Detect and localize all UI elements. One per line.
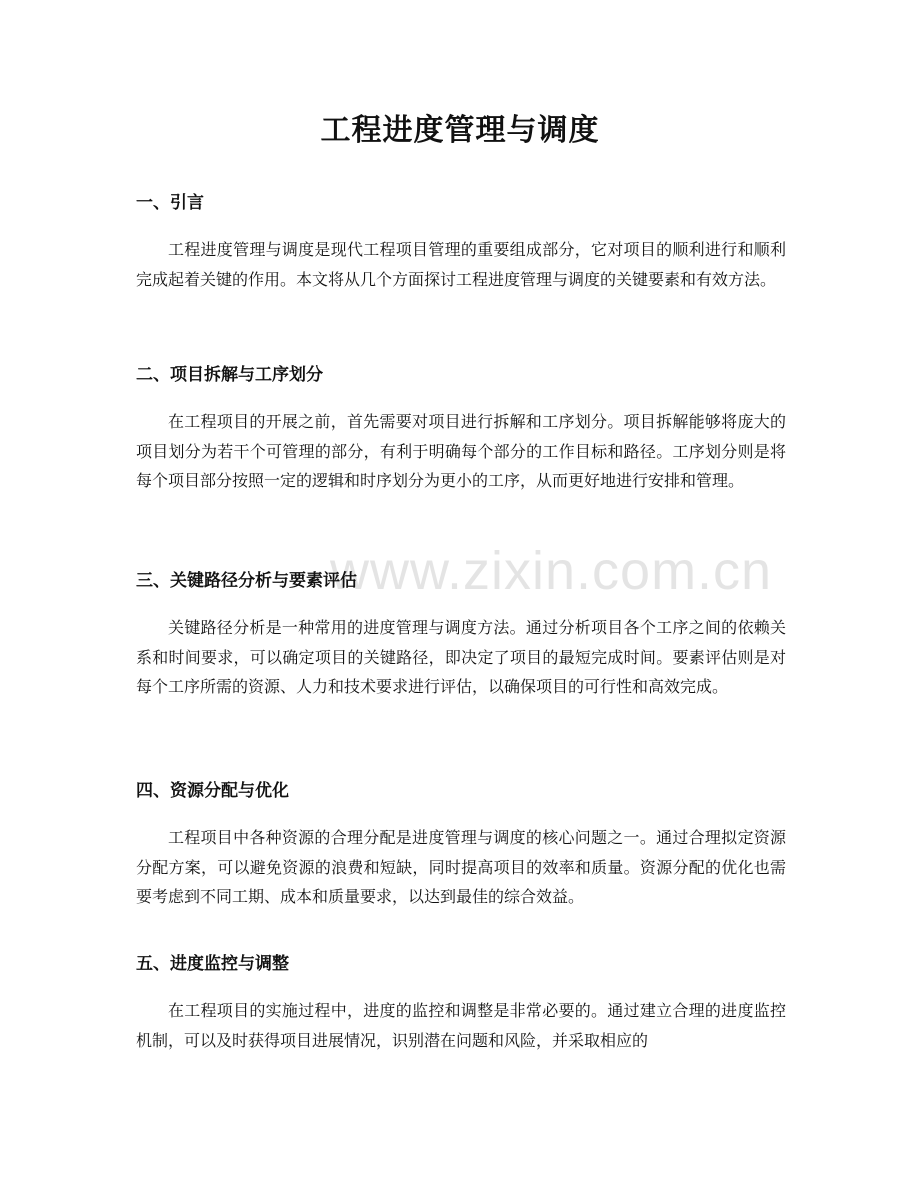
section-heading: 五、进度监控与调整 xyxy=(136,954,289,974)
section-heading: 一、引言 xyxy=(136,193,204,213)
section-resource-allocation xyxy=(136,777,786,912)
section-heading: 二、项目拆解与工序划分 xyxy=(136,365,323,385)
page-title: 工程进度管理与调度 xyxy=(320,113,600,148)
section-project-breakdown xyxy=(136,361,786,496)
section-heading: 四、资源分配与优化 xyxy=(136,781,289,801)
section-heading: 三、关键路径分析与要素评估 xyxy=(136,571,357,591)
section-progress-monitoring xyxy=(136,950,786,1055)
section-introduction xyxy=(136,189,786,294)
section-critical-path xyxy=(136,567,786,702)
section-paragraph: 在工程项目的实施过程中，进度的监控和调整是非常必要的。通过建立合理的进度监控机制，可以及时获得项目进展情况，识别潜在问题和风险，并采取相应的 xyxy=(136,1001,786,1050)
section-paragraph: 工程进度管理与调度是现代工程项目管理的重要组成部分，它对项目的顺利进行和顺利完成起着关键的作用。本文将从几个方面探讨工程进度管理与调度的关键要素和有效方法。 xyxy=(136,240,786,289)
section-paragraph: 在工程项目的开展之前，首先需要对项目进行拆解和工序划分。项目拆解能够将庞大的项目划分为若干个可管理的部分，有利于明确每个部分的工作目标和路径。工序划分则是将每个项目部分按照一定的逻辑和时序划分为更小的工序，从而更好地进行安排和管理。 xyxy=(136,412,786,490)
watermark: www.zixin.com.cn xyxy=(330,541,773,601)
section-paragraph: 关键路径分析是一种常用的进度管理与调度方法。通过分析项目各个工序之间的依赖关系和时间要求，可以确定项目的关键路径，即决定了项目的最短完成时间。要素评估则是对每个工序所需的资源、人力和技术要求进行评估，以确保项目的可行性和高效完成。 xyxy=(136,618,786,696)
section-paragraph: 工程项目中各种资源的合理分配是进度管理与调度的核心问题之一。通过合理拟定资源分配方案，可以避免资源的浪费和短缺，同时提高项目的效率和质量。资源分配的优化也需要考虑到不同工期、成本和质量要求，以达到最佳的综合效益。 xyxy=(136,828,786,906)
